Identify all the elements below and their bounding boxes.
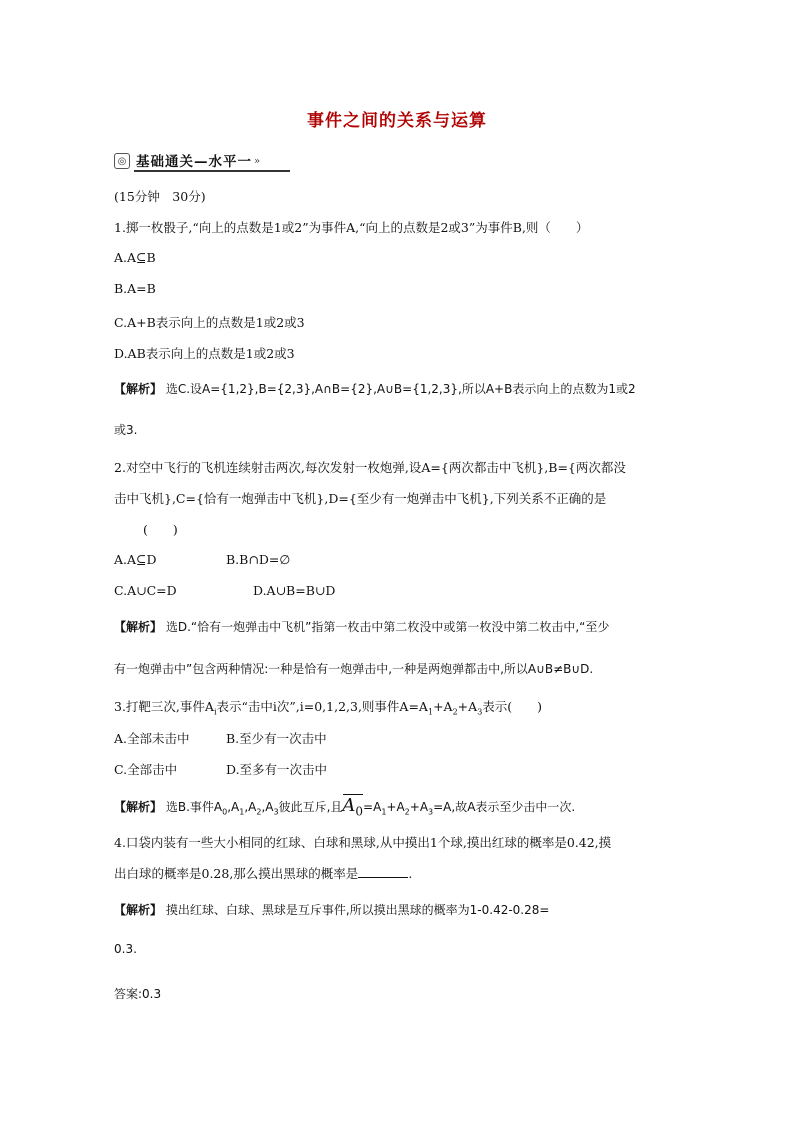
solution-tag: 【解析】 [114,382,163,396]
chevron-right-icon: » [254,155,261,167]
page-title: 事件之间的关系与运算 [307,111,487,131]
q4-solution-text: 摸出红球、白球、黑球是互斥事件,所以摸出黑球的概率为1-0.42-0.28= [165,903,550,917]
q2-stem-line2: 击中飞机},C={恰有一炮弹击中飞机},D={至少有一炮弹击中飞机},下列关系不正确的是 [114,491,607,506]
q3-solution-text: +A [409,800,429,814]
section-header [114,150,260,172]
a-bar-letter: A [342,795,356,816]
subscript: 1 [427,707,434,717]
q3-solution [114,795,575,819]
solution-tag: 【解析】 [114,903,163,917]
q1-option-c: C.A+B表示向上的点数是1或2或3 [114,315,305,330]
q4-stem-text: 出白球的概率是0.28,那么摸出黑球的概率是 [114,866,359,881]
solution-tag: 【解析】 [114,800,163,814]
q2-solution [114,618,609,635]
q3-stem-text: 表示“击中i次”,i=0,1,2,3,则事件A=A [216,699,428,714]
q3-stem [114,697,542,717]
q3-option-b: B.至少有一次击中 [226,731,327,746]
q3-solution-text: =A,故A表示至少击中一次. [433,800,576,814]
q1-option-d: D.AB表示向上的点数是1或2或3 [114,346,295,361]
timing-note: (15分钟 30分) [114,189,206,204]
q2-option-a: A.A⊆D [114,552,157,567]
q3-option-a: A.全部未击中 [114,731,190,746]
q2-paren: ( ) [143,522,178,537]
q4-solution [114,901,549,918]
subscript: 1 [239,807,245,817]
subscript: 3 [477,707,483,717]
q3-solution-text: +A [386,800,405,814]
q4-stem-line1: 4.口袋内装有一些大小相同的红球、白球和黑球,从中摸出1个球,摸出红球的概率是0.42,摸 [114,835,612,850]
q1-solution [114,380,636,397]
q3-solution-text: 彼此互斥,且 [278,800,343,814]
q4-solution-cont: 0.3. [114,942,137,956]
subscript: 2 [404,807,410,817]
q4-stem-text: . [408,866,413,881]
q4-stem-line2 [114,864,412,882]
a-bar-symbol [342,795,363,819]
section-label: 基础通关—水平一 [136,154,252,170]
q2-option-d: D.A∪B=B∪D [253,583,336,598]
subscript: 2 [256,807,262,817]
q1-option-a: A.A⊆B [114,250,156,265]
q3-option-c: C.全部击中 [114,762,178,777]
q3-stem-text: 表示( ) [482,699,543,714]
subscript: 3 [428,807,434,817]
q3-solution-text: 选B.事件A [165,800,223,814]
q2-stem-line1: 2.对空中飞行的飞机连续射击两次,每次发射一枚炮弹,设A={两次都击中飞机},B={两次都没 [114,460,626,475]
q4-final-answer: 答案:0.3 [114,987,162,1001]
q2-option-c: C.A∪C=D [114,583,177,598]
q2-solution-text: 选D.“恰有一炮弹击中飞机”指第一枚击中第二枚没中或第一枚没中第二枚击中,“至少 [165,620,610,634]
q3-solution-text: ,A [227,800,240,814]
lightbulb-icon: ◎ [114,153,130,169]
q2-solution-cont: 有一炮弹击中”包含两种情况:一种是恰有一炮弹击中,一种是两炮弹都击中,所以A∪B≠B∪D. [114,662,594,676]
q2-option-b: B.B∩D=∅ [226,552,291,567]
q1-solution-text: 选C.设A={1,2},B={2,3},A∩B={2},A∪B={1,2,3},所以A+B表示向上的点数为1或2 [165,382,636,396]
section-underline [134,170,290,172]
q3-option-d: D.至多有一次击中 [226,762,328,777]
q3-stem-text: 3.打靶三次,事件A [114,699,214,714]
q3-stem-text: +A [433,699,453,714]
subscript: 0 [355,804,364,819]
q3-solution-text: ,A [261,800,274,814]
q3-solution-text: ,A [244,800,257,814]
q1-solution-cont: 或3. [114,423,138,437]
subscript: 1 [381,807,387,817]
subscript: 2 [452,707,458,717]
solution-tag: 【解析】 [114,620,163,634]
q1-option-b: B.A=B [114,281,156,296]
subscript: 3 [273,807,279,817]
q3-solution-text: =A [363,800,382,814]
q3-stem-text: +A [457,699,478,714]
q1-stem: 1.掷一枚骰子,“向上的点数是1或2”为事件A,“向上的点数是2或3”为事件B,则（ ） [114,220,589,235]
subscript: 0 [222,807,228,817]
subscript: i [213,707,217,717]
answer-blank [358,865,408,878]
